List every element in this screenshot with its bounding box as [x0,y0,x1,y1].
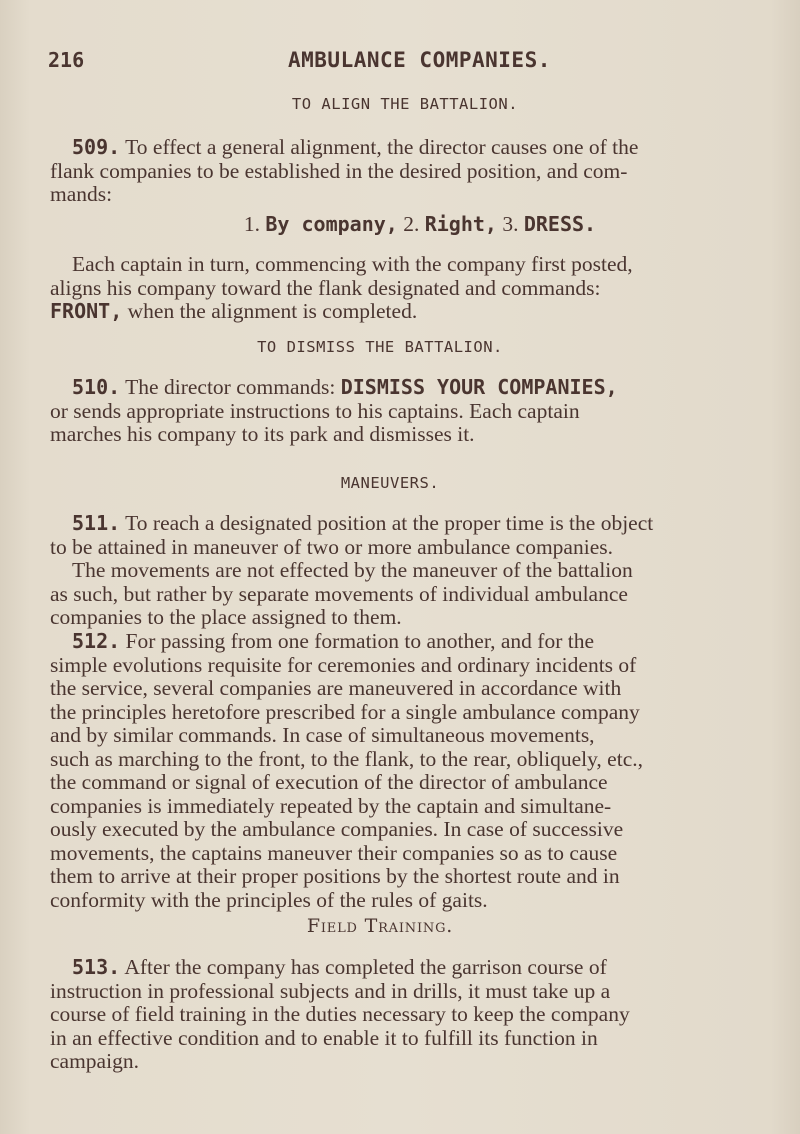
para-line: the service, several companies are maneuvered in accordance with [50,676,622,700]
section-heading-dismiss: TO DISMISS THE BATTALION. [257,338,503,356]
para-line: 510. The director commands: DISMISS YOUR COMPANIES, [72,375,618,399]
para-line: as such, but rather by separate movements of individual ambulance [50,581,628,606]
page-number: 216 [48,48,85,72]
paragraph-number: 510. [72,375,121,399]
para-line: the command or signal of execution of the director of ambulance [50,770,608,794]
section-heading-align: TO ALIGN THE BATTALION. [291,95,519,113]
para-line: companies is immediately repeated by the captain and simultane- [50,793,612,818]
para-line: in an effective condition and to enable it to fulfill its function in [50,1025,598,1050]
para-line: such as marching to the front, to the flank, to the rear, obliquely, etc., [50,746,643,771]
paragraph-number: 511. [72,511,121,535]
para-line: 509. To effect a general alignment, the director causes one of the [72,135,639,159]
para-line: and by similar commands. In case of simultaneous movements, [50,723,595,747]
para-line: FRONT, when the alignment is completed. [50,299,418,323]
para-line: aligns his company toward the flank designated and commands: [50,275,601,300]
para-line: 511. To reach a designated position at the proper time is the object [72,511,654,535]
para-line: instruction in professional subjects and in drills, it must take up a [50,978,611,1003]
para-line: campaign. [50,1049,139,1073]
paragraph-512 [50,630,800,912]
para-line: movements, the captains maneuver their companies so as to cause [50,840,618,865]
paragraph-509-continued [50,253,800,324]
para-line: marches his company to its park and dismisses it. [50,422,475,446]
paragraph-511 [50,512,800,630]
paragraph-number: 509. [72,135,121,159]
para-line: ously executed by the ambulance companies. In case of successive [50,817,624,841]
para-line: Each captain in turn, commencing with the company first posted, [72,252,633,276]
paragraph-513 [50,956,800,1074]
paragraph-number: 512. [72,629,121,653]
para-line: or sends appropriate instructions to his captains. Each captain [50,398,580,423]
para-line: mands: [50,182,113,206]
para-line: conformity with the principles of the rules of gaits. [50,887,488,912]
paragraph-number: 513. [72,955,121,979]
para-line: course of field training in the duties necessary to keep the company [50,1002,630,1026]
paragraph-510 [50,376,800,447]
para-line: 513. After the company has completed the garrison course of [72,955,607,979]
para-line: flank companies to be established in the desired position, and com- [50,158,628,183]
command-line-dress: 1. By company, 2. Right, 3. DRESS. [243,212,597,236]
paragraph-509 [50,136,800,207]
running-title: AMBULANCE COMPANIES. [288,48,551,72]
para-line: simple evolutions requisite for ceremonies and ordinary incidents of [50,652,637,677]
page-header [48,48,800,78]
para-line: 512. For passing from one formation to another, and for the [72,629,594,653]
section-heading-maneuvers: MANEUVERS. [340,474,440,492]
para-line: companies to the place assigned to them. [50,605,402,629]
para-line: the principles heretofore prescribed for a single ambulance company [50,699,640,724]
para-line: to be attained in maneuver of two or more ambulance companies. [50,534,613,559]
section-heading-field-training: Field Training. [306,915,454,937]
para-line: them to arrive at their proper positions by the shortest route and in [50,864,620,888]
para-line: The movements are not effected by the maneuver of the battalion [72,558,633,582]
